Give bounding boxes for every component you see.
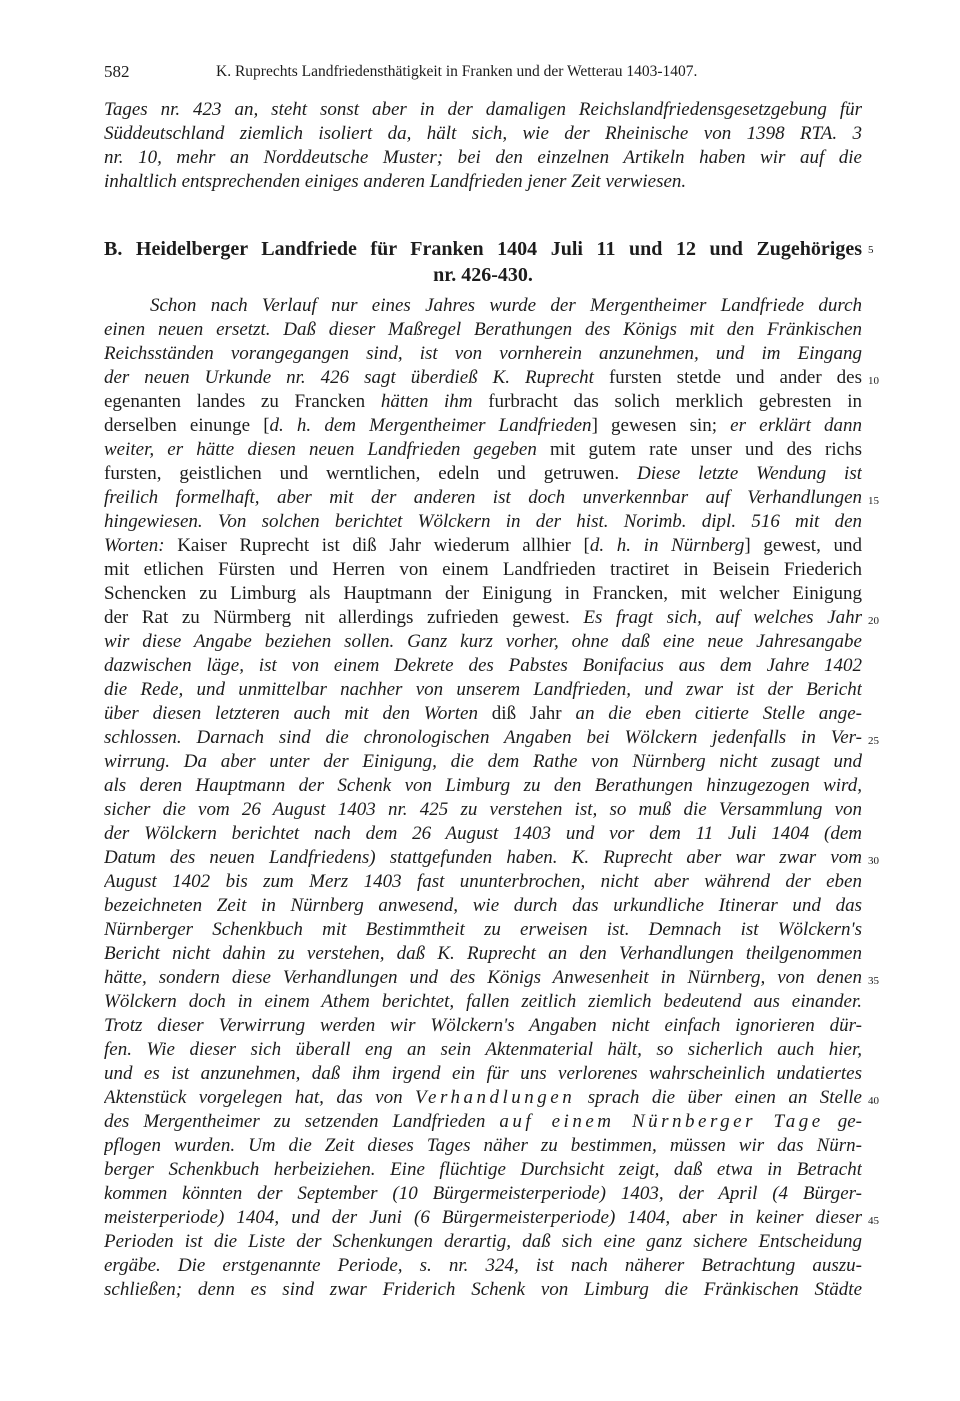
body-line: sicher die vom 26 August 1403 nr. 425 zu verstehen ist, so muß die Versammlung von <box>104 799 862 820</box>
intro-line: inhaltlich entsprechenden einiges anderen Landfrieden jener Zeit verwiesen. <box>104 171 687 192</box>
running-title: K. Ruprechts Landfriedensthätigkeit in Franken und der Wetterau 1403-1407. <box>216 63 698 80</box>
margin-line-number: 25 <box>868 735 879 747</box>
body-line: die Rede, und unmittelbar nachher von unserem Landfrieden, und zwar ist der Bericht <box>104 679 862 700</box>
body-line: Nürnberger Schenkbuch mit Bestimmtheit zu erweisen ist. Demnach ist Wölckern's <box>104 919 862 940</box>
body-line: einen neuen ersetzt. Daß dieser Maßregel Berathungen des Königs mit den Fränkischen <box>104 319 862 340</box>
body-line: hätte, sondern diese Verhandlungen und des Königs Anwesenheit in Nürnberg, von denen <box>104 967 862 988</box>
body-line: bezeichneten Zeit in Nürnberg anwesend, wie durch das urkundliche Itinerar und das <box>104 895 862 916</box>
body-line: egenanten landes zu Francken hätten ihm furbracht das solich merklich gebresten in <box>104 391 862 412</box>
body-line: dazwischen läge, ist von einem Dekrete des Pabstes Bonifacius aus dem Jahre 1402 <box>104 655 862 676</box>
margin-line-number: 35 <box>868 975 879 987</box>
body-line: Datum des neuen Landfriedens) stattgefunden haben. K. Ruprecht aber war zwar vom <box>104 847 862 868</box>
body-line: schließen; denn es sind zwar Friderich Schenk von Limburg die Fränkischen Städte <box>104 1279 862 1300</box>
margin-line-number: 40 <box>868 1095 879 1107</box>
body-line: Trotz dieser Verwirrung werden wir Wölckern's Angaben nicht einfach ignorieren dür- <box>104 1015 862 1036</box>
body-line: freilich formelhaft, aber mit der anderen ist doch unverkennbar auf Verhandlungen <box>104 487 862 508</box>
body-line: fen. Wie dieser sich überall eng an sein Aktenmaterial hält, so sicherlich auch hier, <box>104 1039 862 1060</box>
margin-line-number: 10 <box>868 375 879 387</box>
body-line: wir diese Angabe beziehen sollen. Ganz kurz vorher, ohne daß eine neue Jahresangabe <box>104 631 862 652</box>
margin-line-number: 5 <box>868 244 874 256</box>
intro-line: Tages nr. 423 an, steht sonst aber in der damaligen Reichslandfriedensgesetzgebung für <box>104 99 862 120</box>
body-line: Reichsständen vorangegangen sind, ist von vornherein anzunehmen, und im Eingang <box>104 343 862 364</box>
intro-line: Süddeutschland ziemlich isoliert da, hält sich, wie der Rheinische von 1398 RTA. 3 <box>104 123 862 144</box>
margin-line-number: 15 <box>868 495 879 507</box>
body-line: Schencken zu Limburg als Hauptmann der Einigung in Francken, mit welcher Einigung <box>104 583 862 604</box>
body-line: der Wölckern berichtet nach dem 26 August 1403 und vor dem 11 Juli 1404 (dem <box>104 823 862 844</box>
body-line: berger Schenkbuch herbeiziehen. Eine flüchtige Durchsicht zeigt, daß etwa in Betracht <box>104 1159 862 1180</box>
body-line: ergäbe. Die erstgenannte Periode, s. nr. 324, ist nach näherer Betrachtung auszu- <box>104 1255 862 1276</box>
body-line: meisterperiode) 1404, und der Juni (6 Bürgermeisterperiode) 1404, aber in keiner dieser <box>104 1207 862 1228</box>
body-line: fursten, geistlichen und werntlichen, edeln und getruwen. Diese letzte Wendung ist <box>104 463 862 484</box>
body-line: der Rat zu Nürmberg nit allerdings zufrieden gewest. Es fragt sich, auf welches Jahr <box>104 607 862 628</box>
body-line: hingewiesen. Von solchen berichtet Wölckern in der hist. Norimb. dipl. 516 mit den <box>104 511 862 532</box>
body-line: Perioden ist die Liste der Schenkungen derartig, daß sich eine ganz sichere Entscheidung <box>104 1231 862 1252</box>
body-line: kommen könnten der September (10 Bürgermeisterperiode) 1403, der April (4 Bürger- <box>104 1183 862 1204</box>
body-line: Schon nach Verlauf nur eines Jahres wurde der Mergentheimer Landfriede durch <box>150 295 862 316</box>
margin-line-number: 30 <box>868 855 879 867</box>
body-line: schlossen. Darnach sind die chronologischen Angaben bei Wölckern jedenfalls in Ver- <box>104 727 862 748</box>
body-line: über diesen letzteren auch mit den Worten diß Jahr an die eben citierte Stelle ange- <box>104 703 862 724</box>
body-line: derselben einunge [d. h. dem Mergentheimer Landfrieden] gewesen sin; er erklärt dann <box>104 415 862 436</box>
section-heading: B. Heidelberger Landfriede für Franken 1404 Juli 11 und 12 und Zugehöriges <box>104 238 862 260</box>
page-number: 582 <box>104 62 130 81</box>
body-line: wirrung. Da aber unter der Einigung, die dem Rathe von Nürnberg nicht zusagt und <box>104 751 862 772</box>
margin-line-number: 20 <box>868 615 879 627</box>
body-line: Aktenstück vorgelegen hat, das von Verhandlungen sprach die über einen an Stelle <box>104 1087 862 1108</box>
section-heading-cont: nr. 426-430. <box>433 264 533 286</box>
body-line: mit etlichen Fürsten und Herren von einem Landfrieden tractiret in Beisein Friederich <box>104 559 862 580</box>
body-line: und es ist anzunehmen, daß ihm irgend ein für uns verlorenes wahrscheinlich undatiertes <box>104 1063 862 1084</box>
body-line: weiter, er hätte diesen neuen Landfrieden gegeben mit gutem rate unser und des richs <box>104 439 862 460</box>
margin-line-number: 45 <box>868 1215 879 1227</box>
body-line: pflogen wurden. Um die Zeit dieses Tages näher zu bestimmen, müssen wir das Nürn- <box>104 1135 862 1156</box>
body-line: Worten: Kaiser Ruprecht ist diß Jahr wiederum allhier [d. h. in Nürnberg] gewest, und <box>104 535 862 556</box>
body-line: Bericht nicht dahin zu verstehen, daß K. Ruprecht an den Verhandlungen theilgenommen <box>104 943 862 964</box>
body-line: August 1402 bis zum Merz 1403 fast ununterbrochen, nicht aber während der eben <box>104 871 862 892</box>
body-line: Wölckern doch in einem Athem berichtet, fallen zeitlich ziemlich bedeutend aus einander. <box>104 991 862 1012</box>
intro-line: nr. 10, mehr an Norddeutsche Muster; bei den einzelnen Artikeln haben wir auf die <box>104 147 862 168</box>
body-line: als deren Hauptmann der Schenk von Limburg zu den Berathungen hinzugezogen wird, <box>104 775 862 796</box>
body-line: des Mergentheimer zu setzenden Landfrieden auf einem Nürnberger Tage ge- <box>104 1111 862 1132</box>
body-line: der neuen Urkunde nr. 426 sagt überdieß K. Ruprecht fursten stetde und ander des <box>104 367 862 388</box>
